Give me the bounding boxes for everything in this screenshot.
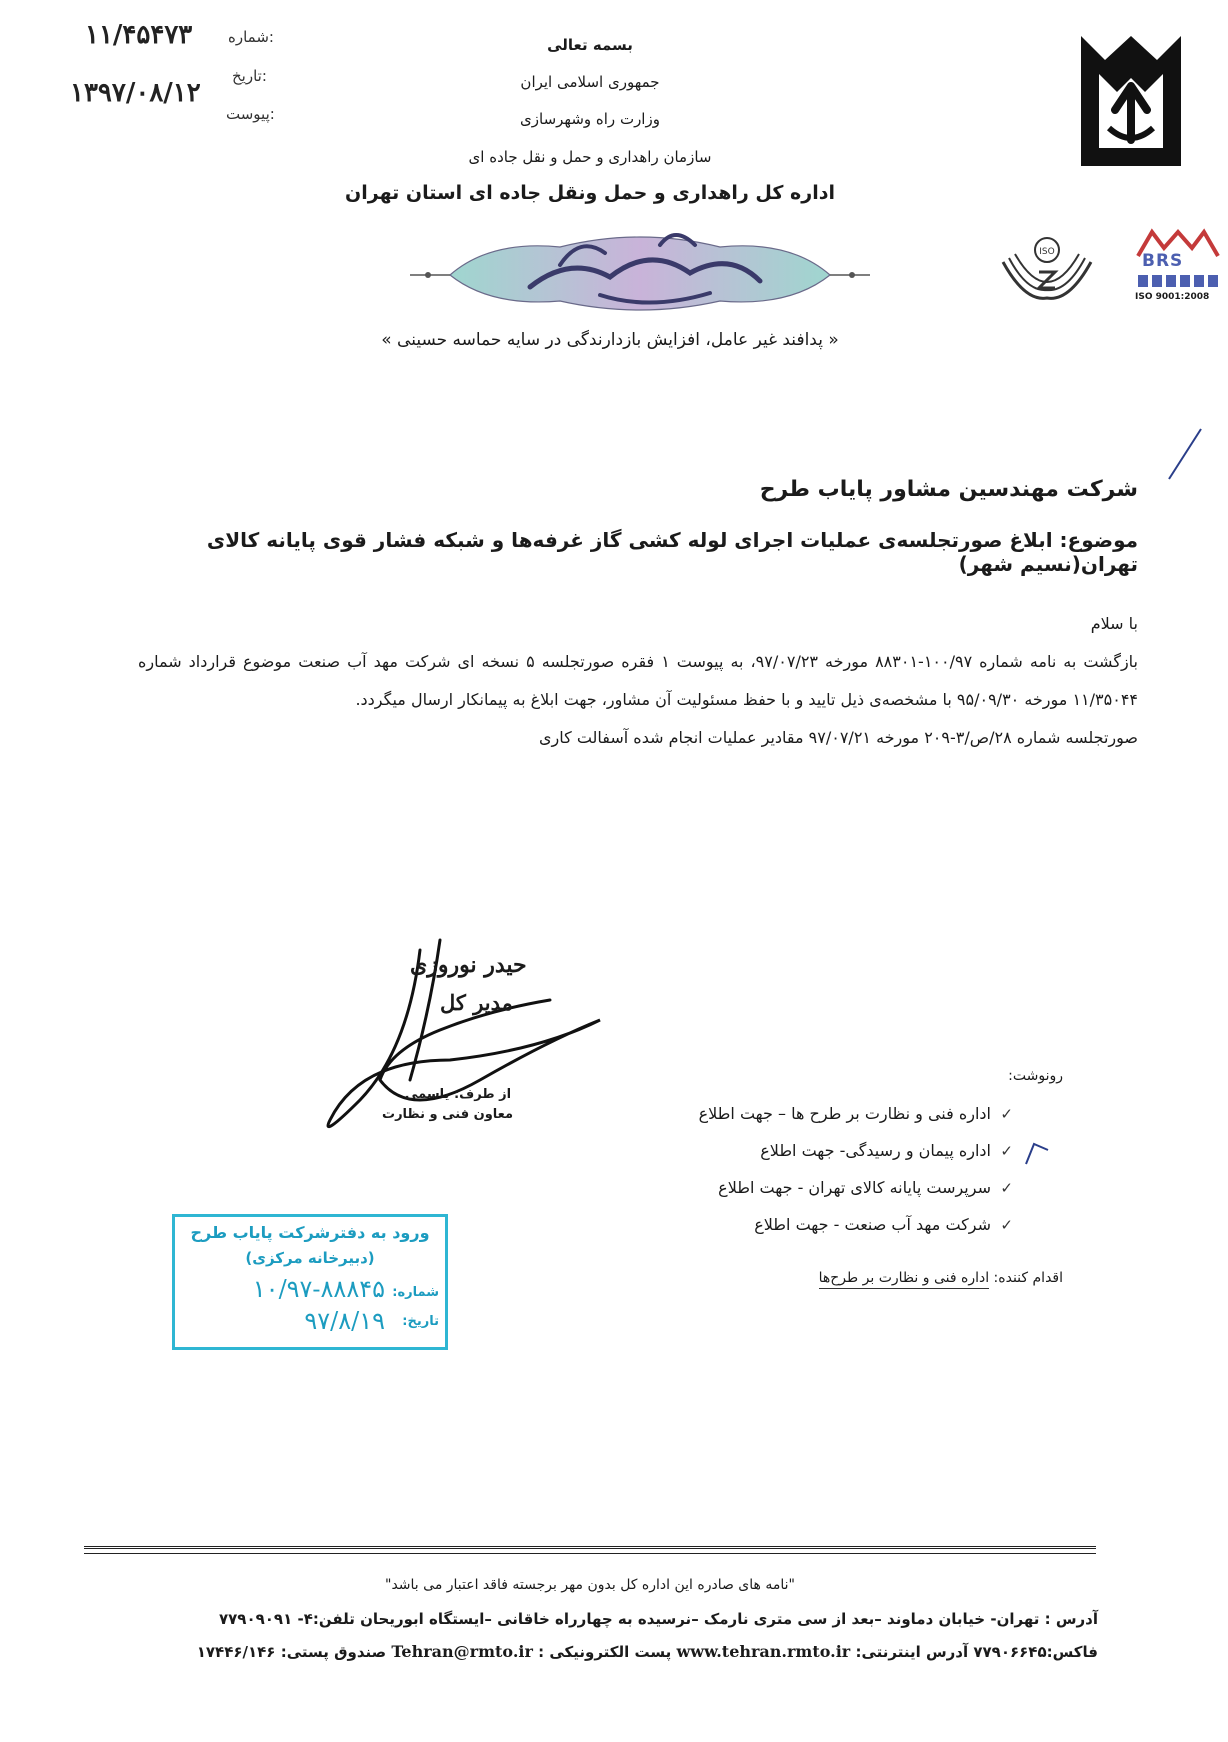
date-value: ۱۳۹۷/۰۸/۱۲ [70, 78, 201, 108]
email-link[interactable]: Tehran@rmto.ir [391, 1642, 533, 1661]
cc-item [699, 1095, 1013, 1132]
iso-caption: ISO 9001:2008 [1135, 292, 1210, 302]
subject: موضوع: ابلاغ صورتجلسه‌ی عملیات اجرای لوله کشی گاز غرفه‌ها و شبکه فشار قوی پایانه کالای تهران(نسیم شهر) [206, 528, 1138, 576]
action-label: اقدام کننده: [993, 1270, 1063, 1286]
recipient: شرکت مهندسین مشاور پایاب طرح [759, 477, 1138, 502]
signer-role: معاون فنی و نظارت [382, 1107, 514, 1122]
fax-label: فاکس:۷۷۹۰۶۶۴۵ آدرس اینترنتی: [855, 1643, 1098, 1661]
number-label: شماره: [228, 28, 274, 46]
stamp-date-label: تاریخ: [402, 1314, 439, 1329]
action-line [819, 1270, 1063, 1286]
date-label: تاریخ: [232, 67, 267, 85]
stamp-date-value: ۹۷/۸/۱۹ [304, 1307, 385, 1335]
body-paragraph-1: بازگشت به نامه شماره ۱۰۰/۹۷-۸۸۳۰۱ مورخه ۹۷/۰۷/۲۳، به پیوست ۱ فقره صورتجلسه ۵ نسخه ای شرکت مهد آب صنعت موضوع قرارداد شماره ۱۱/۳۵۰۴۴ مورخه ۹۵/۰۹/۳۰ با مشخصه‌ی ذیل تایید و با حفظ مسئولیت آن مشاور، جهت ابلاغ به پیمانکار ارسال میگردد. [138, 652, 1138, 709]
cc-item [699, 1132, 1013, 1169]
cc-item [699, 1169, 1013, 1206]
check-mark-icon: ✓ [1000, 1216, 1013, 1234]
greeting: با سلام [1090, 614, 1138, 633]
email-label: پست الکترونیکی : [538, 1643, 672, 1661]
footer-contact [197, 1642, 1098, 1661]
stamp-number-label: شماره: [392, 1285, 439, 1300]
rmto-logo-icon [1075, 30, 1187, 172]
header-office: اداره کل راهداری و حمل ونقل جاده ای استان تهران [345, 182, 835, 204]
body-paragraph-2: صورتجلسه شماره ۲۸/ص/۳-۲۰۹ مورخه ۹۷/۰۷/۲۱ مقادیر عملیات انجام شده آسفالت کاری [538, 728, 1138, 747]
cc-item-text: شرکت مهد آب صنعت - جهت اطلاع [754, 1215, 991, 1234]
signer-name: حیدر نوروزی [410, 952, 527, 978]
check-mark-icon: ✓ [1000, 1105, 1013, 1123]
action-value: اداره فنی و نظارت بر طرح‌ها [819, 1270, 989, 1289]
handwritten-slash-icon [1165, 425, 1205, 485]
website-link[interactable]: www.tehran.rmto.ir [676, 1642, 851, 1661]
stamp-title: ورود به دفترشرکت پایاب طرح [190, 1223, 430, 1242]
receipt-stamp [172, 1214, 448, 1350]
slogan: « پدافند غیر عامل، افزایش بازدارندگی در سایه حماسه حسینی » [381, 330, 839, 350]
svg-text:ISO: ISO [1039, 247, 1055, 257]
check-mark-icon: ✓ [1000, 1142, 1013, 1160]
header-ministry: وزارت راه وشهرسازی [520, 110, 660, 128]
handwritten-mark-icon [1022, 1138, 1052, 1168]
signer-title: مدیر کل [440, 990, 513, 1015]
cc-item-text: سرپرست پایانه کالای تهران - جهت اطلاع [718, 1178, 991, 1197]
stamp-subtitle: (دبیرخانه مرکزی) [245, 1249, 375, 1267]
header-bismillah: بسمه تعالی [547, 36, 633, 54]
calligraphy-banner-icon [410, 215, 870, 325]
footer-divider-thin [84, 1553, 1096, 1554]
footer-address: آدرس : تهران- خیابان دماوند –بعد از سی متری نارمک –نرسیده به چهارراه خاقانی –ایستگاه ابوریحان تلفن:۴- ۷۷۹۰۹۰۹۱ [218, 1610, 1098, 1628]
iso-badge-icon [995, 232, 1100, 302]
brs-bar [1138, 275, 1218, 287]
stamp-number-value: ۱۰/۹۷-۸۸۸۴۵ [252, 1275, 385, 1303]
header-organization: سازمان راهداری و حمل و نقل جاده ای [468, 148, 712, 166]
letter-body [138, 605, 1138, 757]
brs-logo-text: BRS [1142, 251, 1184, 271]
pobox: صندوق پستی: ۱۷۴۴۶/۱۴۶ [196, 1643, 387, 1661]
cc-item [699, 1206, 1013, 1243]
cc-list [699, 1095, 1013, 1243]
cc-item-text: اداره پیمان و رسیدگی- جهت اطلاع [760, 1141, 991, 1160]
cc-item-text: اداره فنی و نظارت بر طرح ها – جهت اطلاع [698, 1104, 991, 1123]
signer-behalf: از طرف: یاسمی [405, 1087, 512, 1102]
header-country: جمهوری اسلامی ایران [520, 73, 660, 91]
number-value: ۱۱/۴۵۴۷۳ [85, 20, 193, 50]
footer-divider [84, 1546, 1096, 1549]
cc-label: رونوشت: [1008, 1068, 1063, 1084]
attachment-label: پیوست: [226, 105, 275, 123]
check-mark-icon: ✓ [1000, 1179, 1013, 1197]
footer-note: "نامه های صادره این اداره کل بدون مهر برجسته فاقد اعتبار می باشد" [385, 1577, 795, 1593]
